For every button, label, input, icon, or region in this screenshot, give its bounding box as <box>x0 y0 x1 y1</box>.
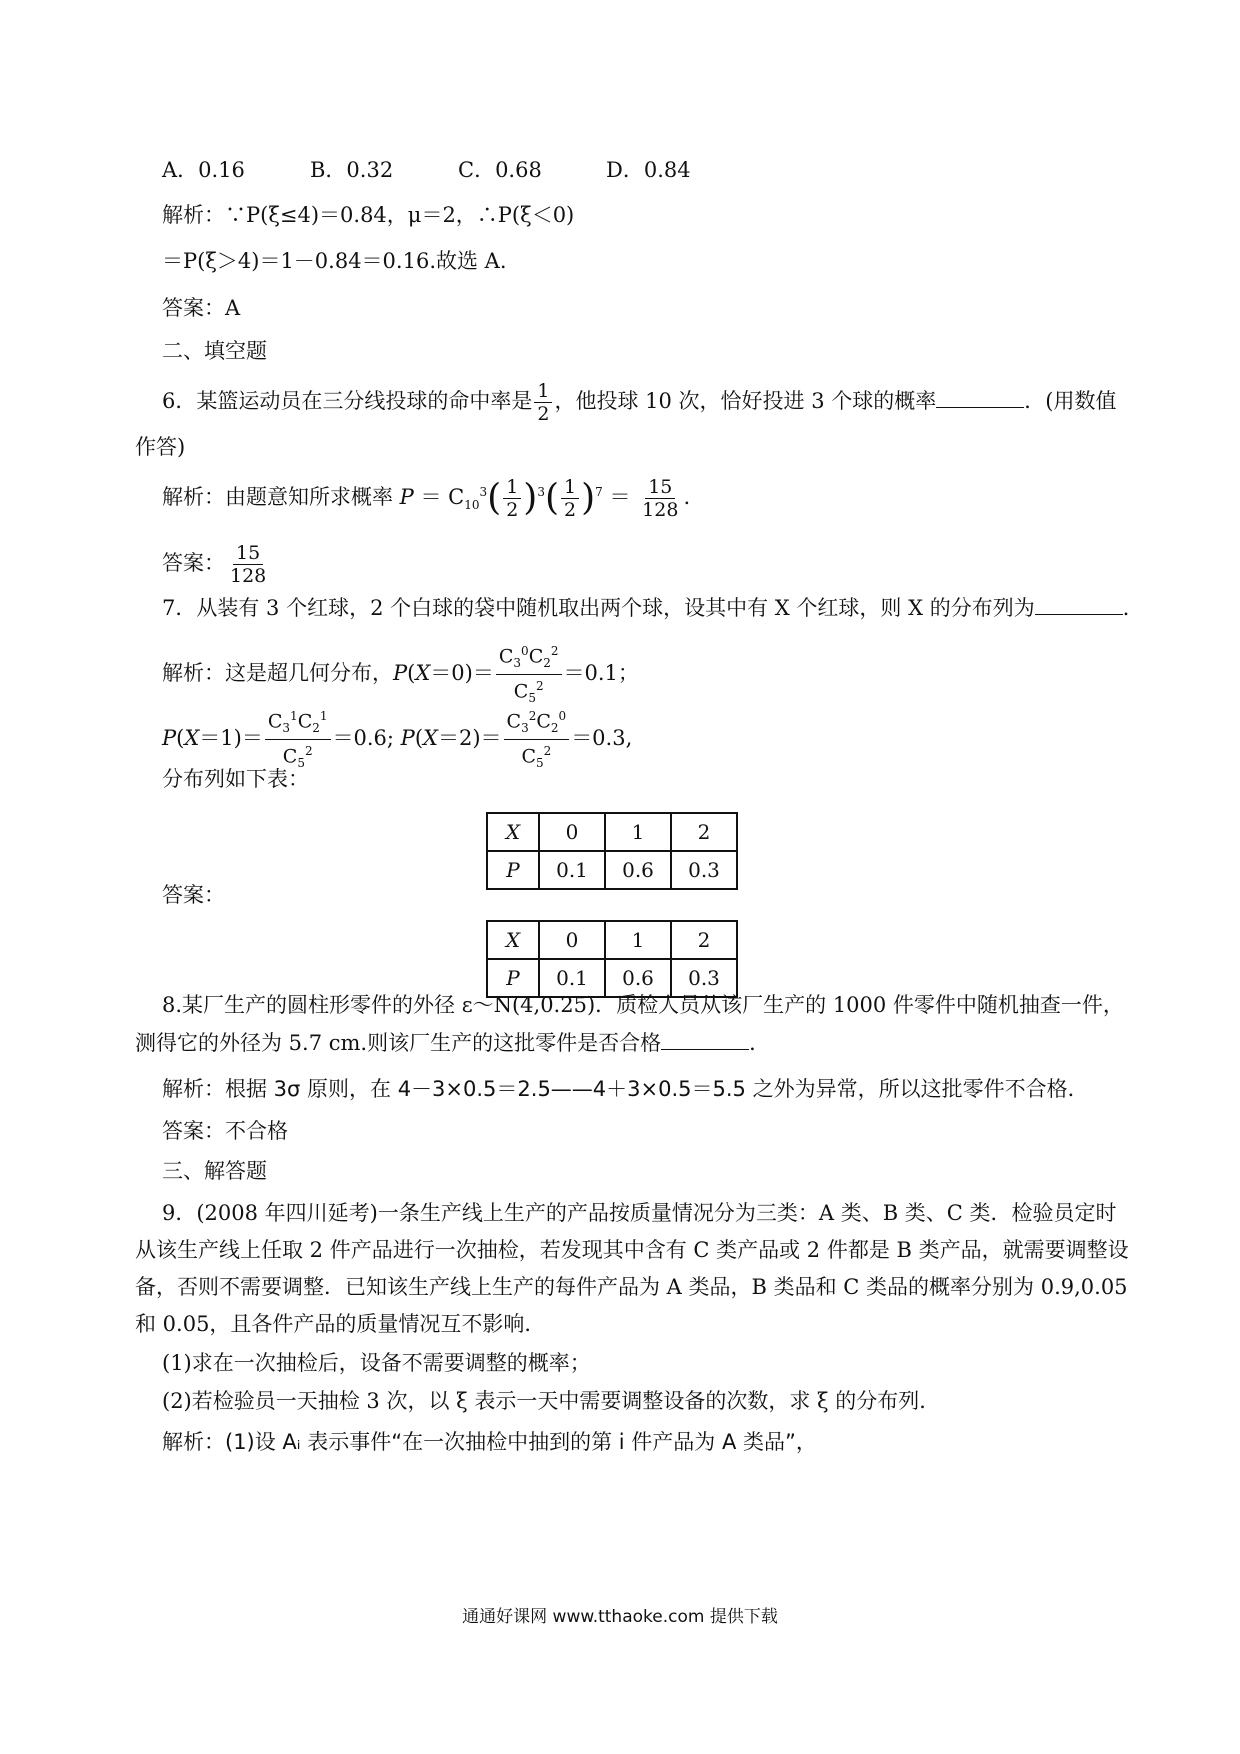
answer-blank <box>661 1027 749 1050</box>
option-b: B．0.32 <box>310 158 394 182</box>
result-fraction <box>227 542 269 587</box>
q7-solution-line2: P(X＝1)＝ $\frac{C_3^1C_2^1}{C_5^2}$ ＝0.6; P(X＝2)＝ $\frac{C_3^2C_2^0}{C_5^2}$ ＝0.3, <box>162 705 632 774</box>
table-cell: 0.1 <box>539 959 605 997</box>
q9-line4: 和 0.05，且各件产品的质量情况互不影响． <box>135 1312 546 1336</box>
q8-question-line1: 8.某厂生产的圆柱形零件的外径 ε～N(4,0.25)．质检人员从该厂生产的 1000 件零件中随机抽查一件， <box>162 993 1124 1017</box>
page-footer: 通通好课网 www.tthaoke.com 提供下载 <box>462 1607 778 1627</box>
half-fraction <box>503 476 521 521</box>
section-solve: 三、解答题 <box>162 1159 267 1183</box>
q7-solution-line1: 解析：这是超几何分布，P(X＝0)＝ $\frac{C_3^0C_2^2}{C_5^2}$ ＝0.1； <box>162 640 639 709</box>
q7-text: 7．从装有 3 个红球，2 个白球的袋中随机取出两个球，设其中有 X 个红球，则 X 的分布列为 <box>162 596 1035 620</box>
q6-ans-lead: 答案： <box>162 551 225 575</box>
q6-solution: 解析：由题意知所求概率 $P = C_{10}^3$( $\frac{1}{2}$ )$^3$( $\frac{1}{2}$ )$^7$ ＝ $\frac{15}{128}$ . <box>162 476 691 521</box>
q8-answer: 答案：不合格 <box>162 1119 288 1143</box>
table-cell: 1 <box>605 813 671 851</box>
fraction-denominator: 2 <box>506 499 519 521</box>
q9-line3: 备，否则不需要调整．已知该生产线上生产的每件产品为 A 类品，B 类品和 C 类品的概率分别为 0.9,0.05 <box>135 1275 1128 1299</box>
q6-answer <box>162 542 271 587</box>
q9-line2: 从该生产线上任取 2 件产品进行一次抽检，若发现其中含有 C 类产品或 2 件都是 B 类产品，就需要调整设 <box>135 1238 1129 1262</box>
q8-question-line2: 测得它的外径为 5.7 cm.则该厂生产的这批零件是否合格 ． <box>135 1027 770 1058</box>
q6-text-c: ．(用数值 <box>1024 389 1117 413</box>
table-cell: 1 <box>605 921 671 959</box>
q5-options <box>162 155 754 185</box>
table-row <box>487 921 737 959</box>
table-cell: 0.3 <box>671 959 737 997</box>
q7-sol-lead: 解析：这是超几何分布， <box>162 661 393 686</box>
fraction-numerator: 1 <box>503 476 521 499</box>
fraction-denominator: 128 <box>230 565 267 587</box>
fraction-denominator: 128 <box>642 499 679 521</box>
table-cell: P <box>487 959 539 997</box>
q8-solution: 解析：根据 3σ 原则，在 4－3×0.5＝2.5——4＋3×0.5＝5.5 之外为异常，所以这批零件不合格． <box>162 1077 1089 1101</box>
option-c: C．0.68 <box>458 158 542 182</box>
q9-line1: 9．(2008 年四川延考)一条生产线上生产的产品按质量情况分为三类：A 类、B 类、C 类．检验员定时 <box>162 1201 1117 1225</box>
q9-part1: (1)求在一次抽检后，设备不需要调整的概率； <box>162 1351 591 1375</box>
fraction-numerator: 1 <box>534 380 552 403</box>
q6-text-b: ，他投球 10 次，恰好投进 3 个球的概率 <box>554 389 937 413</box>
q5-solution-line1: 解析：∵P(ξ≤4)＝0.84，μ＝2，∴P(ξ＜0) <box>162 203 575 227</box>
answer-distribution-table <box>486 920 738 998</box>
table-cell: 0.3 <box>671 851 737 889</box>
table-row <box>487 851 737 889</box>
table-cell: 2 <box>671 921 737 959</box>
prob-fraction: $\frac{C_3^1C_2^1}{C_5^2}$ <box>265 705 331 774</box>
q7-answer-lead: 答案： <box>162 883 225 907</box>
table-cell: X <box>487 921 539 959</box>
table-cell: 0 <box>539 921 605 959</box>
q7-question: 7．从装有 3 个红球，2 个白球的袋中随机取出两个球，设其中有 X 个红球，则 X 的分布列为 ． <box>162 592 1144 623</box>
fraction-numerator: 15 <box>233 542 263 565</box>
result-fraction <box>639 476 681 521</box>
fraction-denominator: 2 <box>564 499 577 521</box>
q5-answer: 答案：A <box>162 296 241 320</box>
table-cell: 2 <box>671 813 737 851</box>
half-fraction <box>534 380 552 425</box>
q5-solution-line2: ＝P(ξ＞4)＝1－0.84＝0.16.故选 A. <box>162 249 507 273</box>
q6-text-a: 6．某篮运动员在三分线投球的命中率是 <box>162 389 533 413</box>
q6-question <box>162 380 1116 425</box>
option-a: A．0.16 <box>162 158 245 182</box>
fraction-numerator: 1 <box>561 476 579 499</box>
fraction-denominator: 2 <box>537 403 550 425</box>
q9-solution: 解析：(1)设 Aᵢ 表示事件“在一次抽检中抽到的第 i 件产品为 A 类品”， <box>162 1430 817 1454</box>
table-cell: 0.1 <box>539 851 605 889</box>
table-cell: P <box>487 851 539 889</box>
half-fraction <box>561 476 579 521</box>
distribution-table <box>486 812 738 890</box>
q8-text: 测得它的外径为 5.7 cm.则该厂生产的这批零件是否合格 <box>135 1031 662 1055</box>
option-d: D．0.84 <box>606 158 691 182</box>
q9-part2: (2)若检验员一天抽检 3 次，以 ξ 表示一天中需要调整设备的次数，求 ξ 的分布列． <box>162 1389 941 1413</box>
table-cell: 0.6 <box>605 851 671 889</box>
prob-fraction: $\frac{C_3^0C_2^2}{C_5^2}$ <box>496 640 562 709</box>
table-cell: 0.6 <box>605 959 671 997</box>
fraction-numerator: 15 <box>645 476 675 499</box>
q7-table-lead: 分布列如下表： <box>162 767 309 791</box>
section-fill-in: 二、填空题 <box>162 339 267 363</box>
answer-blank <box>1035 592 1123 615</box>
q6-question-cont: 作答) <box>135 435 186 459</box>
table-row <box>487 813 737 851</box>
q6-sol-lead: 解析：由题意知所求概率 <box>162 485 393 509</box>
answer-blank <box>936 385 1024 408</box>
table-cell: 0 <box>539 813 605 851</box>
prob-fraction: $\frac{C_3^2C_2^0}{C_5^2}$ <box>504 705 570 774</box>
table-cell: X <box>487 813 539 851</box>
